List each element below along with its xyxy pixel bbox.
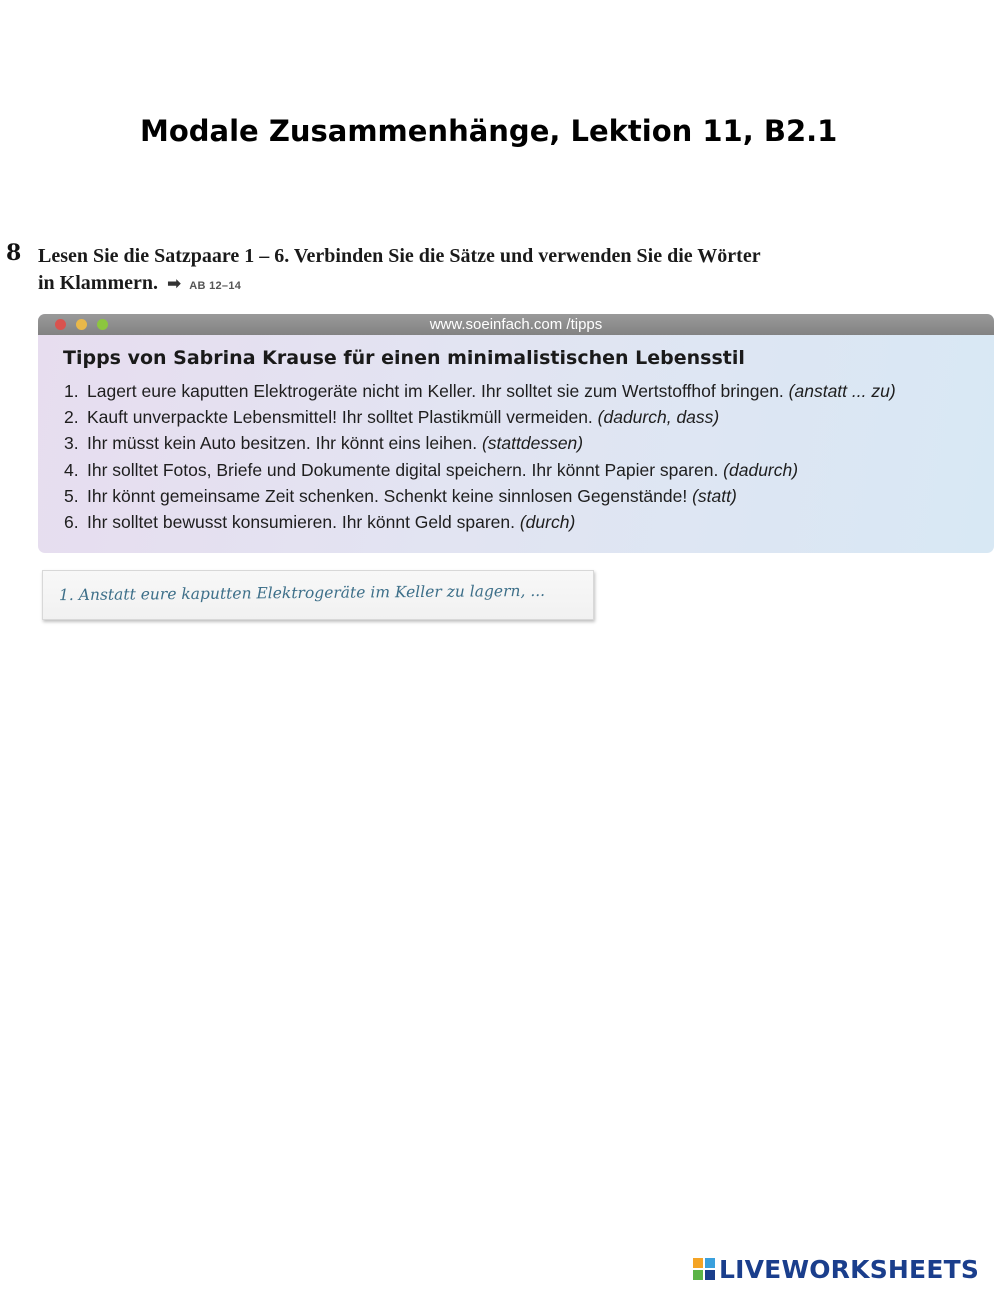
tip-number: 4. xyxy=(64,459,79,480)
tip-text: Ihr könnt gemeinsame Zeit schenken. Schenkt keine sinnlosen Gegenstände! xyxy=(87,485,693,506)
tip-item xyxy=(64,460,896,486)
tip-item xyxy=(64,407,896,433)
tip-hint: (dadurch) xyxy=(723,459,799,480)
tip-hint: (stattdessen) xyxy=(481,433,584,454)
task-instruction xyxy=(38,243,878,300)
task-number: 8 xyxy=(6,240,22,266)
liveworksheets-brand[interactable] xyxy=(692,1254,979,1284)
tip-hint: (durch) xyxy=(519,511,576,532)
example-answer-box xyxy=(42,570,594,620)
tip-hint: (statt) xyxy=(692,485,737,506)
tip-text: Ihr müsst kein Auto besitzen. Ihr könnt eins leihen. xyxy=(87,433,482,454)
tip-item xyxy=(64,381,896,407)
tip-hint: (dadurch, dass) xyxy=(597,407,720,428)
tip-number: 1. xyxy=(64,381,79,401)
task-instruction-line2-row xyxy=(38,270,878,300)
tip-text: Ihr solltet Fotos, Briefe und Dokumente digital speichern. Ihr könnt Papier sparen. xyxy=(87,459,724,480)
brand-name: LIVEWORKSHEETS xyxy=(719,1254,980,1284)
tip-number: 2. xyxy=(64,407,79,428)
page-title: Modale Zusammenhänge, Lektion 11, B2.1 xyxy=(140,114,838,148)
tip-text: Ihr solltet bewusst konsumieren. Ihr könnt Geld sparen. xyxy=(87,511,520,532)
task-instruction-line1: Lesen Sie die Satzpaare 1 – 6. Verbinden Sie die Sätze und verwenden Sie die Wörter xyxy=(38,245,761,267)
arrow-right-icon: ➡ xyxy=(167,274,182,294)
tip-number: 5. xyxy=(64,485,79,506)
tip-item xyxy=(64,486,896,512)
tip-item xyxy=(64,512,896,538)
tips-heading: Tipps von Sabrina Krause für einen minimalistischen Lebensstil xyxy=(63,347,745,369)
example-answer-text: 1. Anstatt eure kaputten Elektrogeräte im Keller zu lagern, ... xyxy=(58,581,546,605)
liveworksheets-logo-icon xyxy=(692,1257,716,1281)
tip-number: 3. xyxy=(64,433,79,454)
tip-text: Lagert eure kaputten Elektrogeräte nicht im Keller. Ihr solltet sie zum Wertstoffhof bringen. xyxy=(87,381,789,401)
browser-window xyxy=(38,314,994,553)
tip-item xyxy=(64,433,896,459)
browser-url: www.soeinfach.com /tipps xyxy=(429,316,603,333)
tip-text: Kauft unverpackte Lebensmittel! Ihr solltet Plastikmüll vermeiden. xyxy=(87,407,598,428)
tip-number: 6. xyxy=(64,511,79,532)
tip-hint: (anstatt ... zu) xyxy=(788,381,896,401)
task-instruction-line2: in Klammern. xyxy=(38,272,158,294)
tips-list xyxy=(64,381,896,538)
workbook-reference: AB 12–14 xyxy=(189,280,242,292)
browser-title-bar xyxy=(38,314,994,335)
